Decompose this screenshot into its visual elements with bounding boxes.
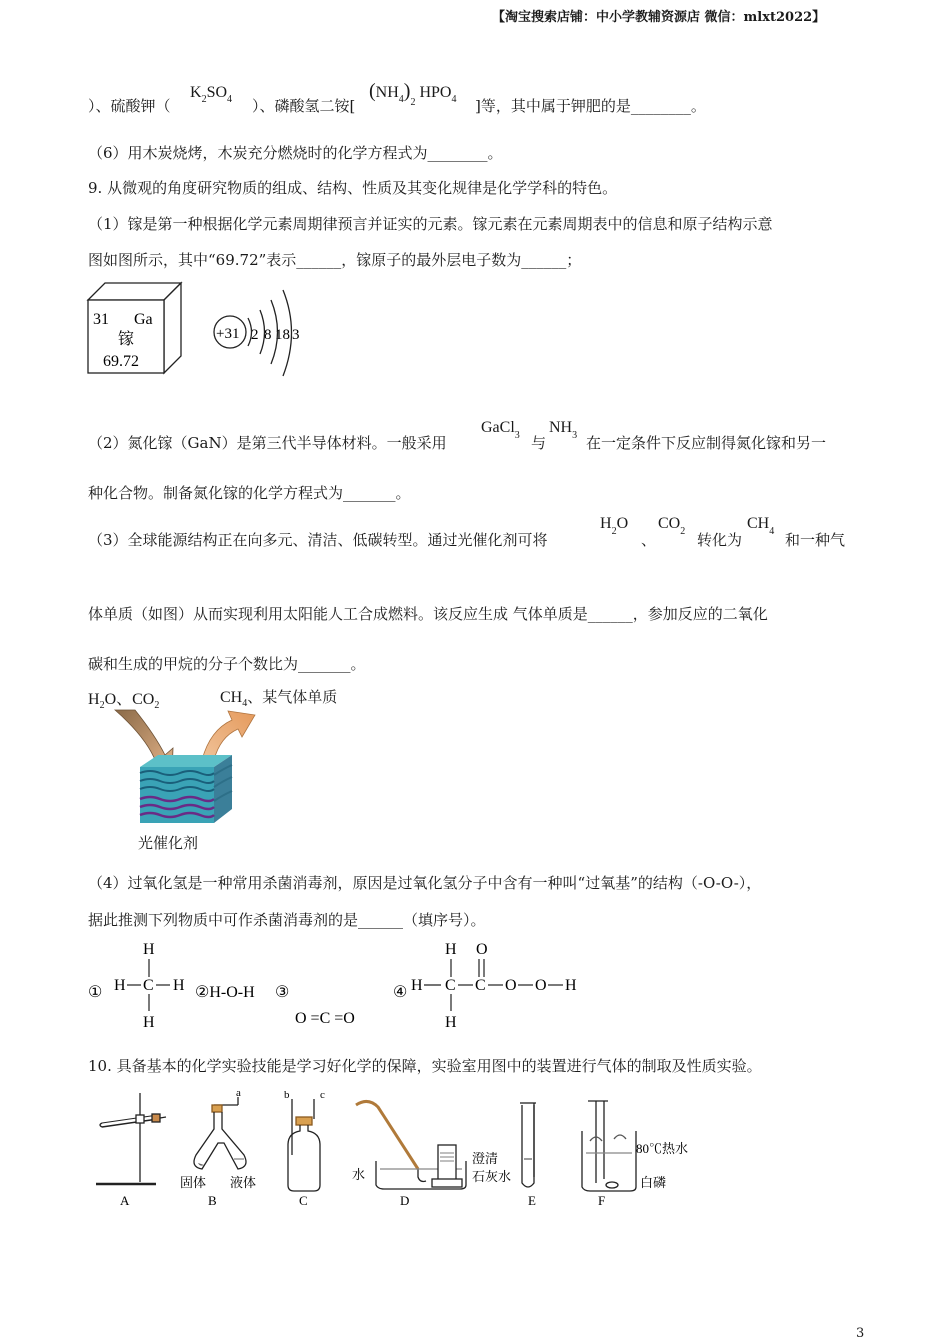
catalyst-caption: 光催化剂	[138, 834, 199, 852]
svg-text:C: C	[445, 977, 456, 994]
q9-part1-line1: （1）镓是第一种根据化学元素周期律预言并证实的元素。镓元素在元素周期表中的信息和原子结构示意	[88, 215, 773, 233]
q8-part6: （6）用木炭烧烤，木炭充分燃烧时的化学方程式为________。	[88, 144, 503, 162]
atom-structure	[214, 290, 300, 376]
q8-line5	[88, 96, 171, 116]
ch4-main: CH	[747, 515, 770, 532]
gacl3-main: GaCl	[481, 419, 515, 436]
output-arrow-icon	[202, 711, 255, 760]
q9-part3-sep: 、	[641, 531, 657, 549]
apparatus-e	[520, 1103, 536, 1187]
q9-part1-line2: 图如图所示，其中“69.72”表示______，镓原子的最外层电子数为______；	[88, 251, 582, 269]
q9-part4-line1: （4）过氧化氢是一种常用杀菌消毒剂，原因是过氧化氢分子中含有一种叫“过氧基”的结构（-O-O-），	[88, 874, 762, 892]
nh4-nh: NH	[375, 84, 399, 101]
header-shop-text: 【淘宝搜索店铺：中小学教辅资源店 微信：mlxt2022】	[492, 10, 826, 25]
svg-text:H: H	[114, 977, 126, 994]
svg-text:H: H	[411, 977, 423, 994]
formula-nh4-2hpo4	[369, 80, 457, 108]
f-phosphorus-label: 白磷	[640, 1175, 667, 1190]
svg-text:H: H	[143, 941, 155, 958]
gacl3-sub: 3	[514, 430, 520, 441]
element-mass: 69.72	[103, 353, 139, 370]
apparatus-d	[356, 1101, 466, 1189]
q9-part3-c: 和一种气	[785, 531, 846, 549]
element-card	[88, 283, 181, 373]
option-3-co2-structure: O =C =O	[295, 1010, 355, 1027]
nucleus-charge: +31	[216, 326, 240, 342]
option-4-peracetic-acid	[411, 941, 577, 1031]
k2so4-sub4: 4	[227, 94, 233, 105]
q9-part4-line2: 据此推测下列物质中可作杀菌消毒剂的是______（填序号）。	[88, 911, 486, 929]
q9-part3-line2: 体单质（如图）从而实现利用太阳能人工合成燃料。该反应生成 气体单质是______，参加反应的二氧化	[88, 605, 768, 623]
formula-gacl3	[481, 419, 520, 441]
ch4-sub: 4	[769, 526, 775, 537]
paren-left: (	[369, 80, 376, 102]
hpo4-hpo: HPO	[419, 84, 452, 101]
option-1-marker: ①	[88, 984, 103, 1001]
catalyst-cube-icon	[140, 755, 232, 823]
svg-text:H: H	[565, 977, 577, 994]
apparatus-f	[582, 1101, 636, 1191]
apparatus-a	[96, 1093, 166, 1184]
q9-part2-a: （2）氮化镓（GaN）是第三代半导体材料。一般采用	[88, 434, 447, 452]
structural-formulas	[85, 935, 595, 1035]
svg-text:H: H	[445, 1014, 457, 1031]
nh3-main: NH	[549, 419, 573, 436]
svg-text:C: C	[143, 977, 154, 994]
hpo4-sub4: 4	[451, 94, 457, 105]
catalyst-input-label: $H_2O$、$CO_2$	[88, 691, 160, 711]
apparatus-b	[194, 1097, 246, 1169]
option-4-marker: ④	[393, 984, 408, 1001]
shell-4: 3	[292, 327, 300, 343]
q10-title: 10. 具备基本的化学实验技能是学习好化学的保障，实验室用图中的装置进行气体的制取及性质实验。	[88, 1057, 762, 1075]
element-symbol: Ga	[134, 311, 153, 328]
q9-title: 9. 从微观的角度研究物质的组成、结构、性质及其变化规律是化学学科的特色。	[88, 179, 618, 197]
c-port-c: c	[320, 1089, 325, 1101]
svg-text:H: H	[143, 1014, 155, 1031]
nh4-sub4: 4	[398, 94, 404, 105]
shell-3: 18	[275, 327, 290, 343]
q9-part3-line3: 碳和生成的甲烷的分子个数比为_______。	[88, 655, 366, 673]
option-2: ②H-O-H	[195, 984, 255, 1001]
e-label-line2: 石灰水	[472, 1169, 512, 1184]
k2so4-sub2: 2	[201, 94, 207, 105]
formula-ch4	[747, 515, 775, 537]
catalyst-diagram	[110, 705, 270, 830]
b-port-a: a	[236, 1087, 241, 1099]
q8-line5-b: ）、磷酸氢二铵[	[252, 97, 356, 115]
shell-1: 2	[251, 327, 259, 343]
q9-part2-c: 在一定条件下反应制得氮化镓和另一	[586, 434, 827, 452]
formula-k2so4	[190, 84, 233, 105]
e-label-line1: 澄清	[472, 1151, 499, 1166]
formula-co2	[658, 515, 686, 537]
label-c: C	[299, 1193, 308, 1208]
co2-sub: 2	[680, 526, 686, 537]
page-number: 3	[856, 1326, 865, 1341]
co2-main: CO	[658, 515, 681, 532]
element-number: 31	[93, 311, 109, 328]
label-e: E	[528, 1193, 536, 1208]
d-water-label: 水	[352, 1167, 366, 1182]
svg-text:C: C	[475, 977, 486, 994]
nh4-sub2: 2	[410, 97, 416, 108]
b-liquid-label: 液体	[230, 1175, 257, 1190]
label-f: F	[598, 1193, 606, 1208]
svg-text:H: H	[445, 941, 457, 958]
element-name: 镓	[118, 331, 135, 348]
formula-nh3	[549, 419, 578, 441]
label-a: A	[120, 1193, 130, 1208]
catalyst-output-label: $CH_4$、某气体单质	[220, 688, 338, 709]
nh3-sub: 3	[572, 430, 578, 441]
f-hot-water-label: 80℃热水	[636, 1141, 689, 1156]
q8-line5-a: ）、硫酸钾（	[88, 97, 171, 115]
k2so4-so: SO	[206, 84, 228, 101]
option-3-marker: ③	[275, 984, 290, 1001]
label-b: B	[208, 1193, 217, 1208]
h2o-o: O	[616, 515, 629, 532]
svg-text:O: O	[535, 977, 547, 994]
q9-part3-a: （3）全球能源结构正在向多元、清洁、低碳转型。通过光催化剂可将	[88, 531, 548, 549]
q9-part2-b: 与	[531, 434, 547, 452]
apparatus-figure	[88, 1087, 728, 1212]
option-1-methane	[114, 941, 185, 1031]
apparatus-c	[288, 1099, 320, 1191]
k2so4-k: K	[190, 84, 202, 101]
q9-part2-line2: 种化合物。制备氮化镓的化学方程式为_______。	[88, 484, 411, 502]
svg-text:O: O	[505, 977, 517, 994]
h2o-h: H	[600, 515, 612, 532]
c-port-b: b	[284, 1089, 290, 1101]
formula-h2o	[600, 515, 629, 537]
svg-text:H: H	[173, 977, 185, 994]
paren-right: )	[403, 80, 411, 102]
b-solid-label: 固体	[180, 1175, 207, 1190]
gallium-figure	[85, 280, 325, 385]
q8-line5-c: ]等，其中属于钾肥的是________。	[475, 97, 706, 115]
q9-part3-b: 转化为	[697, 531, 743, 549]
h2o-sub: 2	[611, 526, 617, 537]
shell-2: 8	[264, 327, 272, 343]
label-d: D	[400, 1193, 410, 1208]
svg-text:O: O	[476, 941, 488, 958]
